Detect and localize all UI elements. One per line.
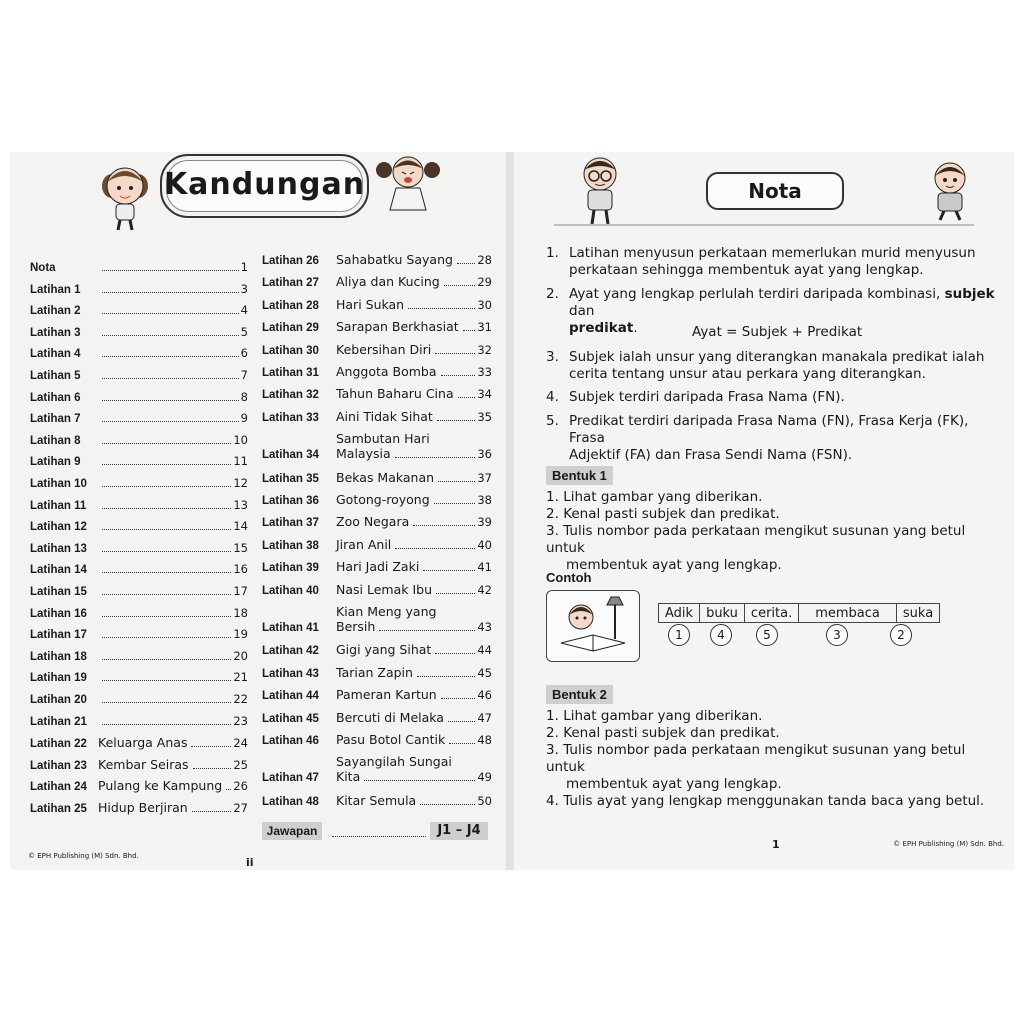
toc-entry-label: Latihan 8	[30, 434, 81, 447]
copyright-right: © EPH Publishing (M) Sdn. Bhd.	[893, 840, 1004, 848]
toc-entry-page: 12	[233, 476, 248, 490]
formula: Ayat = Subjek + Predikat	[692, 324, 863, 340]
note-2-dan: dan	[569, 303, 595, 319]
toc-entry-page: 11	[233, 454, 248, 469]
toc-entry-page: 33	[477, 365, 492, 379]
toc-leader-dots	[423, 570, 475, 571]
toc-leader-dots	[408, 308, 475, 309]
toc-entry-label: Latihan 32	[262, 389, 319, 402]
toc-leader-dots	[441, 698, 476, 699]
toc-entry	[262, 409, 492, 424]
toc-entry-page: 29	[477, 275, 492, 290]
toc-entry-page: 32	[477, 342, 492, 357]
bentuk-2-steps: 1. Lihat gambar yang diberikan. 2. Kenal pasti subjek dan predikat. 3. Tulis nombor pada perkataan mengikut susunan yang betul untuk membentuk ayat yang lengkap. 4. Tulis ayat yang lengkap menggunakan tanda baca yang betul.	[546, 708, 985, 809]
toc-leader-dots	[102, 270, 239, 271]
toc-entry-page: 25	[233, 757, 248, 772]
order-number-circle: 3	[826, 624, 848, 646]
toc-entry-page: 41	[477, 560, 492, 575]
toc-entry-page: 44	[477, 643, 492, 658]
toc-entry	[262, 364, 492, 379]
toc-entry	[30, 368, 248, 382]
contoh-label: Contoh	[546, 570, 592, 585]
contents-page	[10, 152, 506, 870]
toc-entry-label: Latihan 43	[262, 667, 319, 680]
note-4: 4. Subjek terdiri daripada Frasa Nama (FN).	[550, 389, 1006, 406]
book-spine	[506, 152, 514, 870]
toc-entry-title: Hidup Berjiran	[98, 800, 188, 815]
toc-entry-title: Nasi Lemak Ibu	[336, 581, 432, 597]
toc-entry-page: 19	[233, 627, 248, 642]
toc-leader-dots	[102, 551, 231, 552]
toc-entry-page: 1	[240, 260, 248, 274]
toc-entry	[262, 665, 492, 680]
toc-entry-page: 24	[233, 736, 248, 751]
toc-entry	[30, 584, 248, 598]
toc-entry-title: Hari Sukan	[336, 296, 405, 312]
toc-entry-title: Hari Jadi Zaki	[336, 559, 420, 575]
toc-entry-title: Aini Tidak Sihat	[336, 408, 433, 424]
note-3: 3. Subjek ialah unsur yang diterangkan manakala predikat ialah cerita tentang unsur atau perkara yang diterangkan.	[550, 349, 1006, 383]
toc-leader-dots	[437, 420, 476, 421]
toc-entry	[262, 732, 492, 747]
toc-entry	[262, 319, 492, 334]
toc-entry-page: 34	[477, 387, 492, 402]
toc-entry-page: 30	[477, 297, 492, 312]
order-number-circle: 1	[668, 624, 690, 646]
toc-entry	[30, 692, 248, 706]
toc-entry-page: 35	[477, 409, 492, 424]
toc-leader-dots	[379, 630, 475, 631]
note-5-line-2: Adjektif (FA) dan Frasa Sendi Nama (FSN).	[569, 447, 853, 463]
note-2-subjek: subjek	[944, 286, 995, 302]
toc-leader-dots	[192, 811, 232, 812]
toc-entry-page: 45	[477, 665, 492, 680]
toc-entry	[30, 498, 248, 512]
toc-entry	[262, 470, 492, 485]
toc-entry-page: 23	[233, 713, 248, 728]
toc-entry-label: Latihan 20	[30, 694, 87, 706]
toc-leader-dots	[226, 789, 231, 790]
jawapan-pages: J1 – J4	[430, 822, 488, 840]
toc-entry-label: Latihan 25	[30, 803, 87, 815]
toc-entry-page: 26	[233, 779, 248, 794]
toc-entry-label: Latihan 33	[262, 411, 319, 424]
toc-entry	[30, 606, 248, 620]
toc-leader-dots	[438, 481, 475, 482]
toc-entry-page: 43	[477, 620, 492, 634]
note-1-line-1: Latihan menyusun perkataan memerlukan murid menyusun	[569, 245, 976, 261]
word-cell: membaca	[799, 604, 897, 623]
toc-entry-label: Latihan 19	[30, 672, 87, 685]
toc-entry	[30, 454, 248, 468]
toc-entry	[30, 562, 248, 576]
toc-entry-label: Latihan 41	[262, 622, 319, 634]
toc-entry-page: 31	[477, 320, 492, 335]
toc-entry-page: 20	[233, 648, 248, 663]
toc-entry-page: 46	[477, 688, 492, 703]
toc-entry-page: 13	[233, 497, 248, 512]
toc-entry-label: Latihan 18	[30, 650, 87, 663]
toc-leader-dots	[102, 421, 239, 422]
toc-leader-dots	[102, 292, 239, 293]
toc-entry	[262, 274, 492, 289]
note-5-line-1: Predikat terdiri daripada Frasa Nama (FN), Frasa Kerja (FK), Frasa	[569, 413, 969, 446]
toc-entry	[262, 342, 492, 357]
toc-entry-title: Keluarga Anas	[98, 735, 188, 751]
toc-entry-page: 50	[477, 793, 492, 808]
toc-entry	[30, 260, 248, 274]
note-5: 5. Predikat terdiri daripada Frasa Nama (FN), Frasa Kerja (FK), Frasa Adjektif (FA) dan Frasa Sendi Nama (FSN).	[550, 413, 1006, 464]
toc-leader-dots	[102, 529, 231, 530]
toc-entry-label: Latihan 44	[262, 690, 319, 703]
toc-entry-label: Latihan 11	[30, 499, 87, 512]
toc-entry-label: Latihan 26	[262, 255, 319, 267]
word-cell: cerita.	[744, 604, 798, 623]
toc-leader-dots	[364, 780, 475, 781]
toc-entry-label: Latihan 21	[30, 715, 87, 728]
toc-entry	[262, 252, 492, 267]
toc-entry-title: Anggota Bomba	[336, 364, 437, 379]
toc-entry-label: Latihan 24	[30, 781, 87, 794]
toc-entry	[30, 346, 248, 360]
toc-entry-page: 17	[233, 584, 248, 598]
toc-leader-dots	[102, 637, 231, 638]
toc-leader-dots	[102, 464, 231, 465]
toc-entry-label: Latihan 9	[30, 456, 81, 469]
page-title: Kandungan	[163, 167, 366, 202]
toc-entry-label: Latihan 34	[262, 449, 319, 462]
toc-leader-dots	[458, 397, 476, 398]
order-number-circle: 4	[710, 624, 732, 646]
toc-entry-title: Kian Meng yang	[336, 604, 437, 619]
toc-entry-page: 10	[233, 432, 248, 447]
toc-entry-label: Latihan 22	[30, 738, 87, 751]
toc-leader-dots	[102, 443, 231, 444]
toc-entry-title-line-2: Kita	[336, 769, 361, 785]
toc-entry-label: Latihan 15	[30, 586, 87, 598]
toc-entry-title: Tarian Zapin	[336, 664, 413, 680]
note-4-line-1: Subjek terdiri daripada Frasa Nama (FN).	[569, 389, 845, 405]
toc-entry-page: 16	[233, 562, 248, 577]
toc-leader-dots	[102, 508, 231, 509]
toc-entry-label: Latihan 30	[262, 344, 319, 357]
toc-entry	[262, 687, 492, 702]
note-3-line-1: Subjek ialah unsur yang diterangkan manakala predikat ialah	[569, 349, 985, 365]
toc-entry	[30, 325, 248, 339]
toc-entry	[30, 541, 248, 555]
toc-leader-dots	[102, 659, 231, 660]
word-cell: buku	[700, 604, 745, 623]
toc-entry-title-line-2: Malaysia	[336, 446, 391, 462]
toc-entry-page: 39	[477, 515, 492, 530]
note-1: 1. Latihan menyusun perkataan memerlukan murid menyusun perkataan sehingga membentuk ayat yang lengkap.	[550, 245, 1006, 279]
toc-entry-title: Kebersihan Diri	[336, 341, 432, 357]
child-reading-illustration	[547, 591, 639, 661]
toc-leader-dots	[102, 313, 239, 314]
toc-entry-label: Latihan 28	[262, 299, 319, 312]
toc-entry	[262, 492, 492, 507]
toc-entry-label: Latihan 7	[30, 413, 81, 426]
example-word-table	[658, 603, 940, 623]
order-number-circle: 5	[756, 624, 778, 646]
toc-entry	[262, 710, 492, 725]
toc-entry-title: Kembar Seiras	[98, 756, 189, 772]
toc-entry-page: 47	[477, 710, 492, 725]
toc-entry-title: Bekas Makanan	[336, 469, 435, 485]
toc-entry-label: Latihan 2	[30, 305, 81, 318]
toc-entry	[30, 670, 248, 684]
toc-leader-dots	[102, 724, 231, 725]
toc-entry-page: 42	[477, 582, 492, 597]
toc-entry-title: Sayangilah Sungai	[336, 754, 452, 770]
bentuk-2-tag: Bentuk 2	[546, 685, 613, 704]
toc-entry-page: 7	[240, 368, 248, 382]
toc-entry	[30, 411, 248, 425]
toc-entry-label: Latihan 5	[30, 370, 81, 382]
girl-illustration	[90, 156, 160, 234]
page-number-right: 1	[772, 838, 780, 851]
toc-entry	[262, 793, 492, 808]
toc-leader-dots	[102, 378, 239, 379]
toc-entry-title: Aliya dan Kucing	[336, 274, 440, 290]
toc-entry-label: Latihan 16	[30, 607, 87, 620]
boy-illustration	[922, 158, 978, 222]
toc-leader-dots	[436, 593, 475, 594]
toc-entry-title: Pasu Botol Cantik	[336, 732, 446, 747]
jawapan-dots	[332, 836, 426, 837]
toc-entry-title: Kitar Semula	[336, 792, 417, 808]
toc-entry-label: Latihan 31	[262, 367, 319, 379]
note-2-text: Ayat yang lengkap perlulah terdiri daripada kombinasi,	[569, 286, 945, 302]
toc-entry	[30, 757, 248, 772]
toc-leader-dots	[102, 702, 231, 703]
toc-entry-label: Latihan 47	[262, 772, 319, 785]
toc-entry-label: Latihan 17	[30, 629, 87, 642]
toc-entry	[30, 390, 248, 404]
toc-entry-page: 5	[240, 324, 248, 339]
toc-entry-title: Jiran Anil	[336, 536, 392, 552]
toc-leader-dots	[102, 400, 239, 401]
toc-entry-page: 28	[477, 253, 492, 267]
toc-entry	[262, 297, 492, 312]
toc-entry	[30, 282, 248, 296]
toc-entry-title: Sambutan Hari	[336, 431, 430, 447]
bentuk-1-tag: Bentuk 1	[546, 466, 613, 485]
toc-entry-label: Latihan 27	[262, 277, 319, 290]
toc-entry	[262, 537, 492, 552]
toc-entry-title: Gotong-royong	[336, 492, 430, 507]
toc-entry	[30, 800, 248, 815]
toc-entry-page: 3	[240, 281, 248, 296]
toc-leader-dots	[434, 503, 476, 504]
toc-entry-label: Latihan 42	[262, 645, 319, 658]
toc-leader-dots	[102, 356, 239, 357]
toc-entry-page: 14	[233, 519, 248, 534]
toc-entry-page: 6	[240, 346, 248, 361]
note-2-period: .	[633, 320, 638, 336]
nota-heading: Nota	[706, 172, 844, 210]
example-picture-box	[546, 590, 640, 662]
note-3-line-2: cerita tentang unsur atau perkara yang diterangkan.	[569, 366, 926, 382]
toc-entry-title: Zoo Negara	[336, 514, 410, 530]
toc-entry-page: 48	[477, 733, 492, 747]
toc-entry	[262, 582, 492, 597]
toc-entry-page: 18	[233, 605, 248, 620]
toc-entry-label: Latihan 23	[30, 759, 87, 772]
toc-entry	[30, 519, 248, 533]
toc-entry	[262, 386, 492, 401]
toc-entry-label: Latihan 1	[30, 283, 81, 296]
page-number-left: ii	[246, 856, 254, 869]
toc-entry-label: Latihan 4	[30, 348, 81, 361]
toc-entry	[30, 714, 248, 728]
copyright-left: © EPH Publishing (M) Sdn. Bhd.	[28, 852, 139, 860]
toc-entry	[30, 649, 248, 663]
note-1-line-2: perkataan sehingga membentuk ayat yang lengkap.	[569, 262, 924, 278]
toc-leader-dots	[435, 353, 475, 354]
toc-entry-label: Latihan 45	[262, 712, 319, 725]
toc-entry-page: 21	[233, 670, 248, 685]
toc-entry-title-line-2: Bersih	[336, 619, 376, 634]
toc-entry-page: 37	[477, 470, 492, 485]
toc-entry-title: Pulang ke Kampung	[98, 778, 223, 794]
toc-entry	[30, 476, 248, 490]
toc-leader-dots	[444, 285, 476, 286]
toc-entry-label: Latihan 35	[262, 472, 319, 485]
toc-entry	[262, 754, 492, 784]
toc-leader-dots	[102, 594, 231, 595]
toc-entry-label: Latihan 37	[262, 517, 319, 530]
note-2-predikat: predikat	[569, 320, 634, 336]
toc-leader-dots	[395, 548, 475, 549]
toc-leader-dots	[413, 525, 475, 526]
order-number-circle: 2	[890, 624, 912, 646]
toc-entry-label: Latihan 6	[30, 391, 81, 404]
toc-leader-dots	[395, 457, 476, 458]
toc-entry-page: 36	[477, 447, 492, 462]
toc-leader-dots	[193, 768, 232, 769]
toc-entry-title: Pameran Kartun	[336, 687, 437, 703]
toc-entry-label: Latihan 14	[30, 564, 87, 577]
toc-leader-dots	[441, 375, 476, 376]
toc-entry	[262, 431, 492, 461]
toc-entry-page: 4	[240, 303, 248, 318]
toc-entry	[30, 433, 248, 447]
toc-entry	[30, 735, 248, 750]
toc-leader-dots	[102, 680, 231, 681]
toc-leader-dots	[457, 263, 475, 264]
girl-pigtails-illustration	[372, 152, 444, 214]
note-2: 2. Ayat yang lengkap perlulah terdiri daripada kombinasi, subjek dan predikat.	[546, 286, 995, 336]
toc-entry-title: Tahun Baharu Cina	[336, 386, 454, 402]
word-cell: Adik	[659, 604, 700, 623]
word-cell: suka	[896, 604, 939, 623]
toc-entry-label: Latihan 46	[262, 735, 319, 747]
toc-entry	[262, 559, 492, 574]
toc-entry-label: Latihan 48	[262, 795, 319, 808]
toc-entry	[262, 642, 492, 657]
toc-entry-label: Latihan 36	[262, 495, 319, 507]
toc-leader-dots	[102, 572, 231, 573]
toc-entry-label: Nota	[30, 262, 56, 274]
toc-entry-page: 49	[477, 770, 492, 785]
toc-entry-page: 15	[233, 540, 248, 555]
toc-entry-label: Latihan 40	[262, 584, 319, 597]
toc-leader-dots	[449, 743, 475, 744]
toc-entry-label: Latihan 3	[30, 326, 81, 339]
nota-page	[514, 152, 1014, 870]
toc-entry	[30, 303, 248, 317]
toc-leader-dots	[102, 335, 239, 336]
toc-leader-dots	[448, 721, 475, 722]
grass-divider	[554, 214, 974, 226]
toc-entry-title: Gigi yang Sihat	[336, 642, 432, 658]
toc-entry-page: 40	[477, 537, 492, 552]
toc-entry-label: Latihan 10	[30, 478, 87, 490]
toc-entry-label: Latihan 13	[30, 542, 87, 555]
toc-entry	[30, 627, 248, 641]
toc-entry-page: 8	[240, 389, 248, 404]
toc-entry-page: 9	[240, 411, 248, 426]
toc-entry	[262, 604, 492, 634]
toc-entry-page: 27	[233, 801, 248, 815]
toc-entry-label: Latihan 38	[262, 539, 319, 552]
toc-entry-page: 38	[477, 493, 492, 507]
toc-entry-label: Latihan 29	[262, 322, 319, 335]
toc-leader-dots	[102, 616, 231, 617]
toc-entry	[262, 514, 492, 529]
toc-leader-dots	[191, 746, 231, 747]
toc-leader-dots	[417, 676, 475, 677]
toc-entry-title: Sahabatku Sayang	[336, 252, 453, 267]
toc-entry-page: 22	[233, 692, 248, 706]
contents-heading-banner	[160, 154, 369, 218]
toc-entry-label: Latihan 39	[262, 562, 319, 575]
toc-entry-title: Bercuti di Melaka	[336, 709, 444, 725]
toc-leader-dots	[435, 653, 475, 654]
toc-leader-dots	[463, 330, 476, 331]
toc-leader-dots	[420, 804, 475, 805]
jawapan-label: Jawapan	[262, 822, 322, 840]
toc-entry	[30, 778, 248, 793]
bentuk-1-steps: 1. Lihat gambar yang diberikan. 2. Kenal pasti subjek dan predikat. 3. Tulis nombor pada perkataan mengikut susunan yang betul untuk membentuk ayat yang lengkap.	[546, 489, 966, 573]
toc-entry-title: Sarapan Berkhasiat	[336, 319, 459, 335]
toc-leader-dots	[102, 486, 231, 487]
toc-entry-label: Latihan 12	[30, 521, 87, 534]
